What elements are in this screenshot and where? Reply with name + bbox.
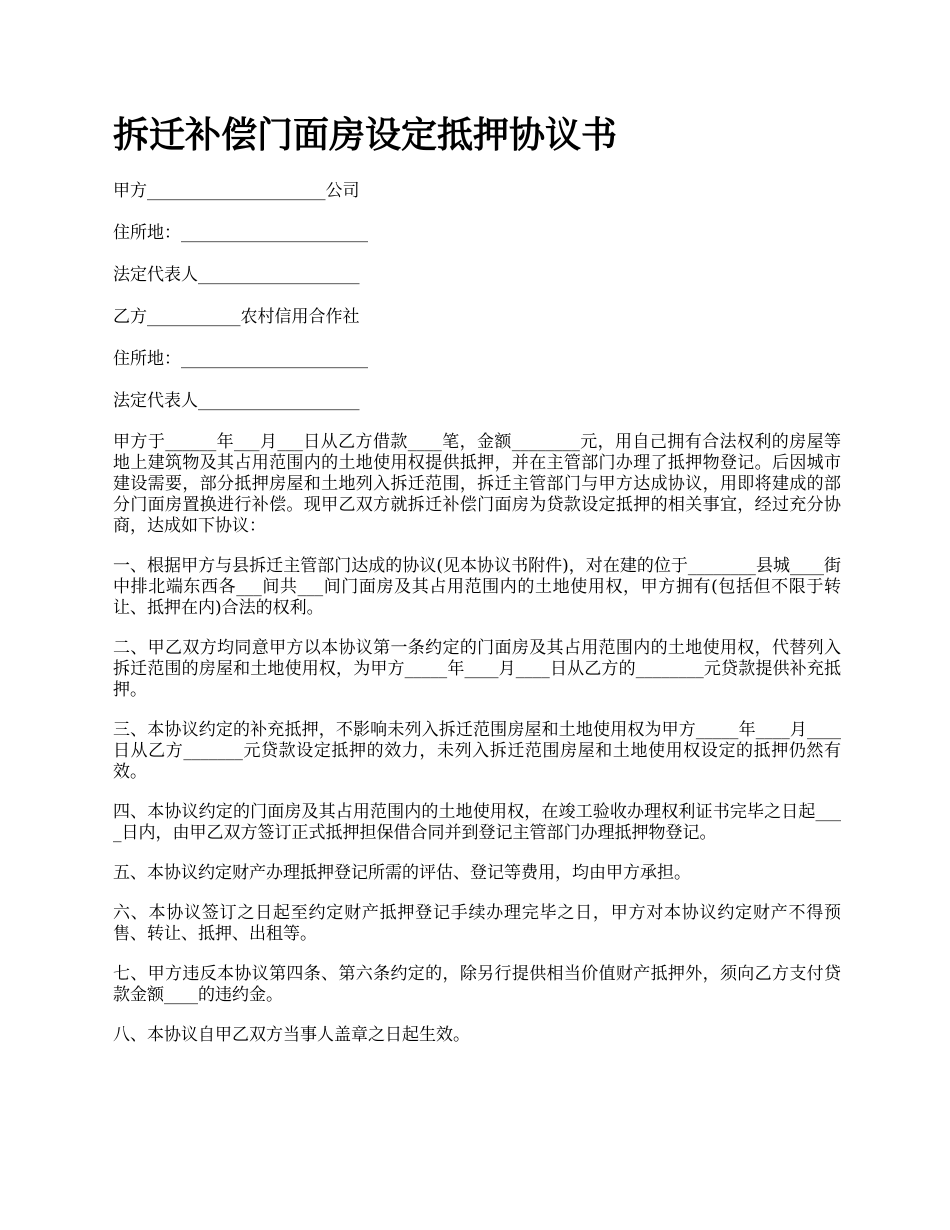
party-b-name-field: 乙方___________农村信用合作社 [113, 307, 360, 327]
document-page [113, 108, 841, 1065]
clause-8: 八、本协议自甲乙双方当事人盖章之日起生效。 [113, 1025, 470, 1045]
clause-7: 七、甲方违反本协议第四条、第六条约定的，除另行提供相当价值财产抵押外，须向乙方支付贷款金额____的违约金。 [113, 964, 841, 1005]
intro-paragraph: 甲方于______年___月___日从乙方借款____笔，金额________元，用自己拥有合法权利的房屋等地上建筑物及其占用范围内的土地使用权提供抵押，并在主管部门办理了抵押物登记。后因城市建设需要，部分抵押房屋和土地列入拆迁范围，拆迁主管部门与甲方达成协议，用即将建成的部分门面房置换进行补偿。现甲乙双方就拆迁补偿门面房为贷款设定抵押的相关事宜，经过充分协商，达成如下协议： [113, 432, 841, 536]
party-b-address-field: 住所地：______________________ [113, 349, 368, 369]
clause-6: 六、本协议签订之日起至约定财产抵押登记手续办理完毕之日，甲方对本协议约定财产不得预售、转让、抵押、出租等。 [113, 903, 841, 944]
clause-1: 一、根据甲方与县拆迁主管部门达成的协议(见本协议书附件)，对在建的位于________县城____街中排北端东西各___间共___间门面房及其占用范围内的土地使用权，甲方拥有(包括但不限于转让、抵押在内)合法的权利。 [113, 556, 841, 618]
clause-4: 四、本协议约定的门面房及其占用范围内的土地使用权，在竣工验收办理权利证书完毕之日起____日内，由甲乙双方签订正式抵押担保借合同并到登记主管部门办理抵押物登记。 [113, 802, 841, 843]
party-a-address-field: 住所地：______________________ [113, 223, 368, 243]
clause-2: 二、甲乙双方均同意甲方以本协议第一条约定的门面房及其占用范围内的土地使用权，代替列入拆迁范围的房屋和土地使用权，为甲方_____年____月____日从乙方的________元贷款提供补充抵押。 [113, 638, 841, 700]
party-a-name-field: 甲方_____________________公司 [113, 181, 360, 201]
party-b-representative-field: 法定代表人___________________ [113, 391, 360, 411]
document-title: 拆迁补偿门面房设定抵押协议书 [113, 115, 618, 156]
clause-3: 三、本协议约定的补充抵押，不影响未列入拆迁范围房屋和土地使用权为甲方_____年____月____日从乙方_______元贷款设定抵押的效力，未列入拆迁范围房屋和土地使用权设定的抵押仍然有效。 [113, 720, 841, 782]
party-a-representative-field: 法定代表人___________________ [113, 265, 360, 285]
clause-5: 五、本协议约定财产办理抵押登记所需的评估、登记等费用，均由甲方承担。 [113, 863, 691, 883]
